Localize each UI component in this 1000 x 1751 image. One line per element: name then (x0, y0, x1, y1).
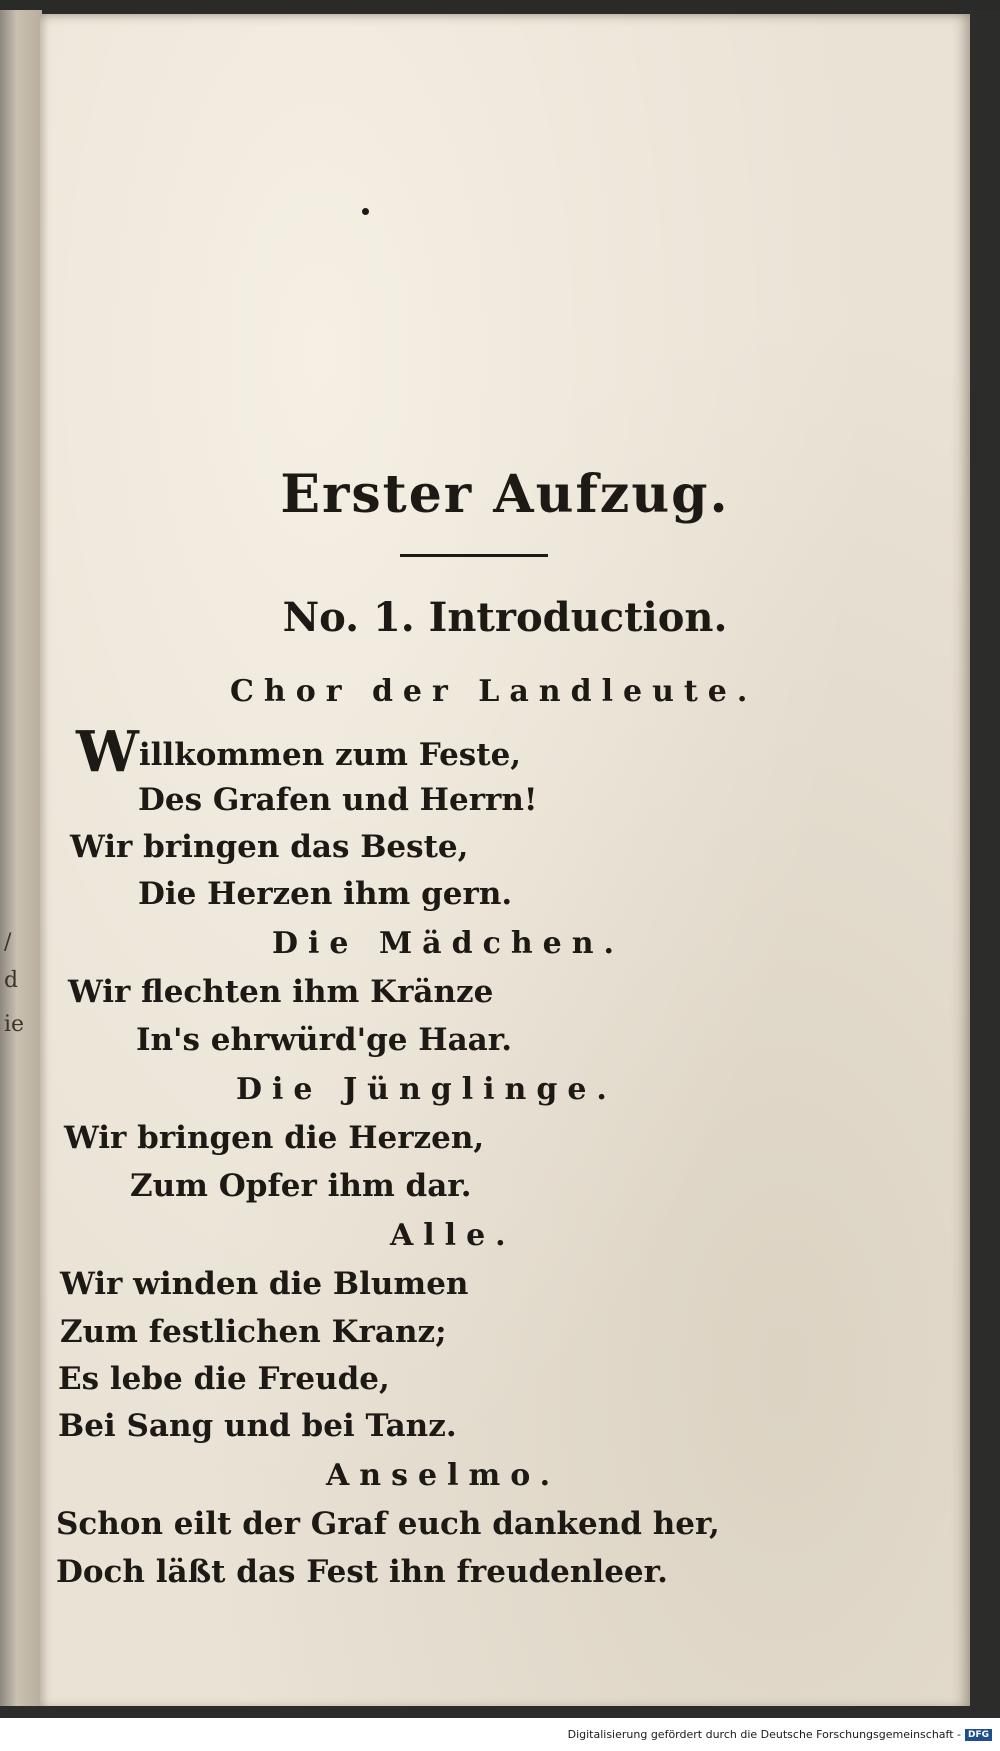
chorus-heading: Chor der Landleute. (230, 674, 758, 709)
speaker-juenglinge: Die Jünglinge. (236, 1072, 617, 1107)
title-rule (400, 554, 548, 557)
dfg-logo: DFG (965, 1729, 992, 1741)
scan-top-border (0, 0, 1000, 14)
verse-line-3: Wir bringen das Beste, (70, 829, 469, 865)
left-page-fragment: ie (4, 1012, 25, 1037)
left-page-fragment: d (4, 968, 19, 993)
left-page-edge (0, 10, 42, 1710)
act-title: Erster Aufzug. (280, 464, 730, 525)
alle-line-2: Zum festlichen Kranz; (60, 1314, 447, 1350)
digitization-footer (0, 1718, 1000, 1751)
maedchen-line-2: In's ehrwürd'ge Haar. (136, 1022, 513, 1058)
speaker-maedchen: Die Mädchen. (272, 926, 624, 961)
number-heading: No. 1. Introduction. (282, 594, 728, 641)
alle-line-1: Wir winden die Blumen (60, 1266, 469, 1302)
ink-dot (362, 208, 369, 215)
verse-line-1 (76, 719, 522, 785)
juenglinge-line-2: Zum Opfer ihm dar. (130, 1168, 472, 1204)
footer-credit: Digitalisierung gefördert durch die Deutsche Forschungsgemeinschaft - (567, 1728, 961, 1741)
left-page-fragment: / (4, 930, 12, 955)
scan-bottom-border (0, 1706, 1000, 1718)
alle-line-3: Es lebe die Freude, (58, 1361, 390, 1397)
maedchen-line-1: Wir flechten ihm Kränze (68, 974, 494, 1010)
alle-line-4: Bei Sang und bei Tanz. (58, 1408, 457, 1444)
anselmo-line-1: Schon eilt der Graf euch dankend her, (56, 1506, 720, 1542)
verse-line-4: Die Herzen ihm gern. (138, 876, 513, 912)
drop-cap: W (76, 719, 139, 785)
speaker-anselmo: Anselmo. (326, 1458, 561, 1493)
scan-right-border (970, 10, 1000, 1710)
juenglinge-line-1: Wir bringen die Herzen, (64, 1120, 485, 1156)
verse-line-2: Des Grafen und Herrn! (138, 782, 538, 818)
verse-line-1-rest: illkommen zum Feste, (138, 737, 522, 773)
anselmo-line-2: Doch läßt das Fest ihn freudenleer. (56, 1554, 668, 1590)
speaker-alle: Alle. (390, 1218, 516, 1253)
book-page (40, 14, 970, 1710)
